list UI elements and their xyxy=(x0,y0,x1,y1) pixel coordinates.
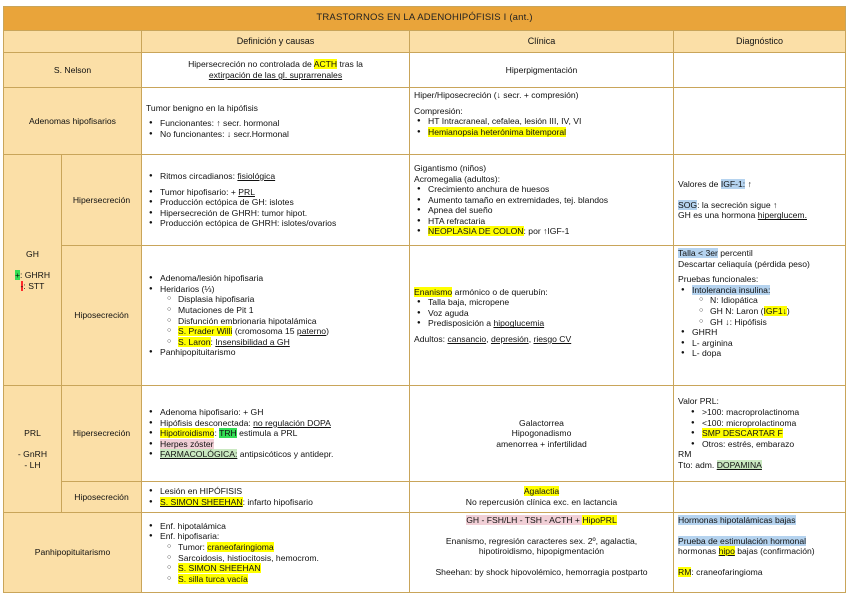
gh-hiper-clinica: Gigantismo (niños) Acromegalia (adultos): ● Crecimiento anchura de huesos ● Aumento tamaño en extremidades, tej. blandos ● Apnea del sueño ● HTA refractaria ● NEOPLASIA DE COLON: por ↑IGF-1 xyxy=(410,155,674,246)
gh-hiper-diagnostico: Valores de IGF-1: ↑ SOG: la secreción sigue ↑ GH es una hormona hiperglucem. xyxy=(674,155,846,246)
label-gh-hipo: Hiposecreción xyxy=(62,246,142,386)
table-wrapper xyxy=(3,6,845,593)
prl-hiper-clinica: Galactorrea Hipogonadismo amenorrea + infertilidad xyxy=(410,386,674,482)
prl-hipo-definition: ● Lesión en HIPÓFISIS ● S. SIMON SHEEHAN: infarto hipofisario xyxy=(142,482,410,513)
row-prl-hipo xyxy=(4,482,846,513)
panhipo-definition: ● Enf. hipotalámica ● Enf. hipofisaria: ○ Tumor: craneofaringioma ○ Sarcoidosis, histiocitosis, hemocrom. ○ S. SIMON SHEEHAN ○ S. silla turca vacía xyxy=(142,513,410,593)
adenomas-definition: Tumor benigno en la hipófisis ● Funcionantes: ↑ secr. hormonal ● No funcionantes: ↓ secr.Hormonal xyxy=(142,88,410,155)
prl-hiper-diagnostico: Valor PRL: ● >100: macroprolactinoma ● <100: microprolactinoma ● SMP DESCARTAR F ● Otros: estrés, embarazo RM Tto: adm. DOPAMINA xyxy=(674,386,846,482)
label-nelson: S. Nelson xyxy=(4,53,142,88)
row-adenomas xyxy=(4,88,846,155)
nelson-clinica: Hiperpigmentación xyxy=(410,53,674,88)
prl-hipo-clinica: Agalactia No repercusión clínica exc. en lactancia xyxy=(410,482,674,513)
gh-hipo-definition: ● Adenoma/lesión hipofisaria ● Heridarios (⅓) ○ Displasia hipofisaria ○ Mutaciones de Pit 1 ○ Disfunción embrionaria hipotalámica ○ S. Prader Willi (cromosoma 15 paterno) ○ S. Laron: Insensibilidad a GH ● Panhipopituitarismo xyxy=(142,246,410,386)
disorders-table xyxy=(3,6,846,593)
row-panhipo xyxy=(4,513,846,593)
panhipo-clinica: GH - FSH/LH - TSH - ACTH + HipoPRL Enanismo, regresión caracteres sex. 2º, agalactia, hipotiroidismo, hipopigmentación Sheehan: by shock hipovolémico, hemorragia postparto xyxy=(410,513,674,593)
header-definicion: Definición y causas xyxy=(142,31,410,53)
label-prl-hipo: Hiposecreción xyxy=(62,482,142,513)
label-gh-hiper: Hipersecreción xyxy=(62,155,142,246)
gh-hiper-definition: ● Ritmos circadianos: fisiológica ● Tumor hipofisario: + PRL ● Producción ectópica de GH: islotes ● Hipersecreción de GHRH: tumor hipot. ● Producción ectópica de GHRH: islotes/ovarios xyxy=(142,155,410,246)
label-adenomas: Adenomas hipofisarios xyxy=(4,88,142,155)
adenomas-clinica: Hiper/Hiposecreción (↓ secr. + compresión) Compresión: ● HT Intracraneal, cefalea, lesión III, IV, VI ● Hemianopsia heterónima bitemporal xyxy=(410,88,674,155)
label-panhipo: Panhipopituitarismo xyxy=(4,513,142,593)
header-clinica: Clínica xyxy=(410,31,674,53)
label-prl-hiper: Hipersecreción xyxy=(62,386,142,482)
prl-hiper-definition: ● Adenoma hipofisario: + GH ● Hipófisis desconectada: no regulación DOPA ● Hipotiroidismo: TRH estimula a PRL ● Herpes zóster ● FARMACOLÓGICA: antipsicóticos y antidepr. xyxy=(142,386,410,482)
header-row xyxy=(4,31,846,53)
gh-hipo-clinica: Enanismo armónico o de querubín: ● Talla baja, micropene ● Voz aguda ● Predisposición a hipoglucemia Adultos: cansancio, depresión, riesgo CV xyxy=(410,246,674,386)
label-prl: PRL - GnRH - LH xyxy=(4,386,62,513)
row-prl-hiper xyxy=(4,386,846,482)
label-gh: GH +: GHRH -: STT xyxy=(4,155,62,386)
panhipo-diagnostico: Hormonas hipotalámicas bajas Prueba de estimulación hormonal hormonas hipo bajas (confirmación) RM: craneofaringioma xyxy=(674,513,846,593)
row-gh-hiper xyxy=(4,155,846,246)
nelson-definition: Hipersecreción no controlada de ACTH tras la extirpación de las gl. suprarrenales xyxy=(142,53,410,88)
row-gh-hipo xyxy=(4,246,846,386)
header-diagnostico: Diagnóstico xyxy=(674,31,846,53)
table-title: TRASTORNOS EN LA ADENOHIPÓFISIS I (ant.) xyxy=(4,7,846,31)
gh-hipo-diagnostico: Talla < 3er percentil Descartar celiaquía (pérdida peso) Pruebas funcionales: ● Intolerancia insulina: ○ N: Idiopática ○ GH N: Laron (IGF1↓) ○ GH ↓: Hipófisis ● GHRH ● L- arginina ● L- dopa xyxy=(674,246,846,386)
row-nelson xyxy=(4,53,846,88)
